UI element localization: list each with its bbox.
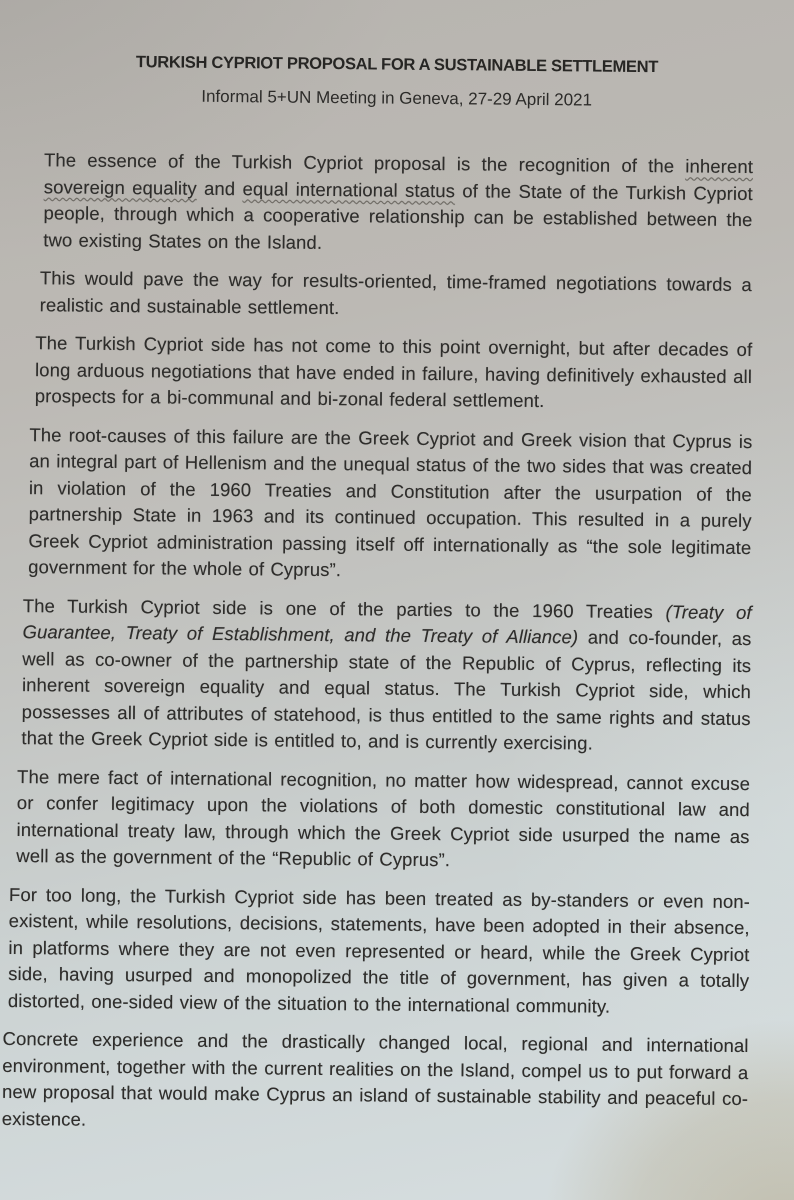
text-segment: The mere fact of international recognition, no matter how widespread, cannot excuse or confer legitimacy upon the violations of both domestic constitutional law and international treaty law, through which the Greek Cypriot side usurped the name as well as the government of the “Republic of Cyprus”. (16, 765, 751, 871)
pencil-underlined-text: equal international status (242, 177, 456, 201)
text-segment: For too long, the Turkish Cypriot side has been treated as by-standers or even non-existent, while resolutions, decisions, statements, have been adopted in their absence, in platforms where they are not even represented or heard, while the Greek Cypriot side, having usurped and monopolized the title of government, has given a totally distorted, one-sided view of the situation to the international community. (7, 883, 751, 1017)
italic-text: (Treaty of Guarantee, Treaty of Establishment, and the Treaty of Alliance) (22, 600, 752, 648)
text-segment: Concrete experience and the drastically changed local, regional and international environment, together with the current realities on the Island, compel us to put forward a new proposal that would make Cyprus an island of sustainable stability and peaceful co-existence. (1, 1027, 749, 1130)
text-segment: This would pave the way for results-oriented, time-framed negotiations towards a realistic and sustainable settlement. (39, 267, 752, 318)
text-segment: and (196, 177, 243, 199)
paragraph (16, 764, 750, 877)
paragraph (8, 881, 750, 1021)
paragraph (35, 330, 753, 416)
text-segment: The Turkish Cypriot side is one of the parties to the 1960 Treaties (22, 594, 666, 622)
text-segment: The essence of the Turkish Cypriot proposal is the recognition of the (43, 149, 686, 177)
paragraph (40, 265, 752, 325)
document-title: TURKISH CYPRIOT PROPOSAL FOR A SUSTAINABLE SETTLEMENT (135, 53, 659, 77)
paragraph (21, 593, 751, 759)
text-segment: and co-founder, as well as co-owner of the partnership state of the Republic of Cyprus, reflecting its inherent sovereign equality and equal status. The Turkish Cypriot side, which possesses all of attributes of statehood, is thus entitled to the same rights and status that the Greek Cypriot side is entitled to, and is currently exercising. (21, 626, 752, 754)
document-subtitle: Informal 5+UN Meeting in Geneva, 27-29 April 2021 (201, 86, 593, 110)
paragraph (43, 147, 753, 260)
text-segment: The root-causes of this failure are the Greek Cypriot and Greek vision that Cyprus is an integral part of Hellenism and the unequal status of the two sides that was created in violation of the 1960 Treaties and Constitution after the usurpation of the partnership State in 1963 and its continued occupation. This resulted in a purely Greek Cypriot administration passing itself off internationally as “the sole legitimate government for the whole of Cyprus”. (28, 423, 753, 581)
text-segment: The Turkish Cypriot side has not come to this point overnight, but after decades of long arduous negotiations that have ended in failure, having definitively exhausted all prospects for a bi-communal and bi-zonal federal settlement. (34, 332, 753, 412)
document-body (0, 147, 793, 1140)
pencil-underlined-text: inherent sovereign equality (43, 155, 754, 199)
paragraph (28, 422, 752, 588)
paragraph (2, 1026, 749, 1139)
text-segment: of the State of the Turkish Cypriot people, through which a cooperative relationship can be established between the two existing States on the Island. (43, 179, 753, 253)
